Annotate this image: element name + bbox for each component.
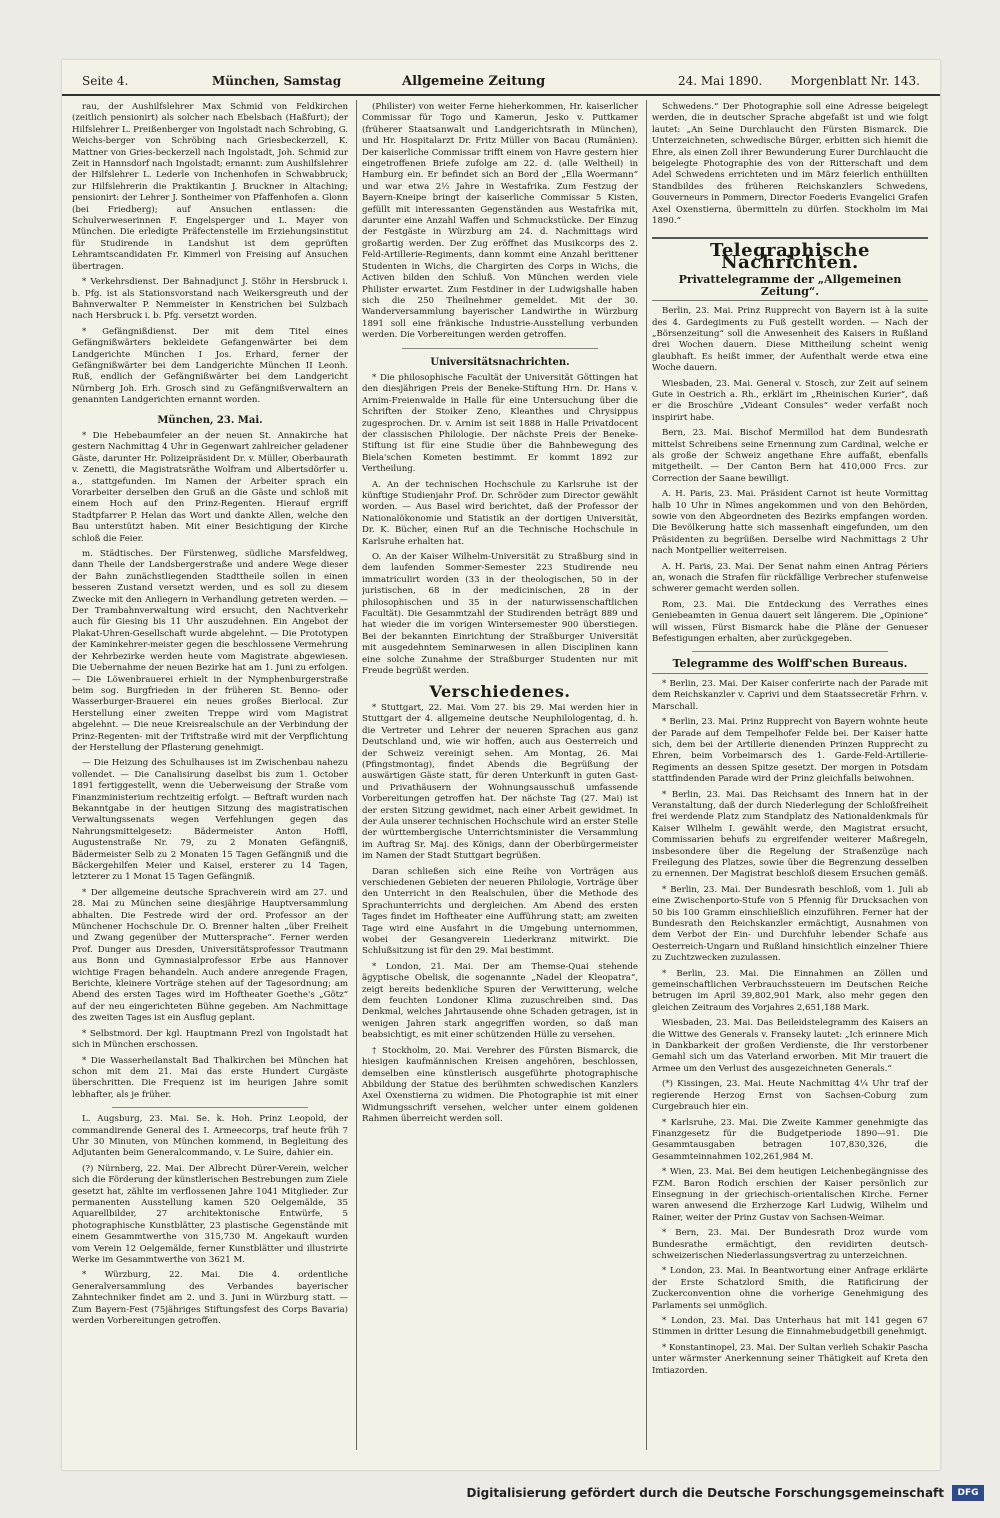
- article-paragraph: (*) Kissingen, 23. Mai. Heute Nachmittag 4¼ Uhr traf der regierende Herzog Ernst von Sachsen-Coburg zum Curgebrauch hier ein.: [652, 1079, 928, 1113]
- column-left: [72, 102, 348, 1450]
- dfg-logo: DFG: [952, 1485, 984, 1501]
- article-paragraph: Daran schließen sich eine Reihe von Vorträgen aus verschiedenen Gebieten der neueren Philologie, Vorträge über den Unterricht in den Realschulen, über die Methode des Sprachunterrichts und dergleichen. Am Abend des ersten Tages findet im Hoftheater eine Aufführung statt; am zweiten Tage wird eine Ausfahrt in die Umgebung unternommen, wobei der Gesangverein Liederkranz mitwirkt. Die Schlußsitzung ist für den 29. Mai bestimmt.: [362, 866, 638, 957]
- article-paragraph: m. Städtisches. Der Fürstenweg, südliche Marsfeldweg, dann Theile der Landsbergerstraße und andere Wege dieser der Bahn zunächstliegenden Stadttheile sollen in einen besseren Zustand versetzt werden, und es soll zu diesem Zwecke mit den Anliegern in Verhandlung getreten werden. — Der Trambahnverwaltung wird ersucht, den Nachtverkehr auch für Giesing bis 11 Uhr auszudehnen. Ein Angebot der Plakat-Uhren-Gesellschaft wurde abgelehnt. — Die Prototypen der Kaminkehrer-meister gegen die beschlossene Vermehrung der Kehrbezirke werden heute vom Magistrate abgewiesen. Die Uebernahme der neuen Bezirke hat am 1. Juni zu erfolgen. — Die Löwenbrauerei erhielt in der Nymphenburgerstraße beim sog. Burgfrieden in der früheren St. Benno- oder Wasserburger-Brauerei ein neues großes Bierlocal. Zur Herstellung einer zweiten Treppe wird vom Magistrat abgelehnt. — Die neue Kreisrealschule an der Verbindung der Prinz-Regenten- mit der Triftstraße wird mit der Verpflichtung der Herstellung der Pflasterung genehmigt.: [72, 549, 348, 753]
- article-paragraph: * London, 23. Mai. In Beantwortung einer Anfrage erklärte der Erste Schatzlord Smith, die Ratificirung der Zuckerconvention ohne die vorherige Genehmigung des Parlaments sei unmöglich.: [652, 1266, 928, 1311]
- article-paragraph: * London, 21. Mai. Der am Themse-Quai stehende ägyptische Obelisk, die sogenannte „Nadel der Kleopatra“, zeigt bereits bedenkliche Spuren der Verwitterung, welche dem feuchten Londoner Klima zuzuschreiben sind. Das Denkmal, welches Jahrtausende ohne Schaden getragen, ist in wenigen Jahren stark angegriffen worden, so daß man beabsichtigt, es mit einer schützenden Hülle zu versehen.: [362, 961, 638, 1041]
- article-paragraph: * Bern, 23. Mai. Der Bundesrath Droz wurde vom Bundesrathe ermächtigt, den revidirten deutsch-schweizerischen Niederlassungsvertrag zu unterzeichnen.: [652, 1228, 928, 1261]
- article-paragraph: (?) Nürnberg, 22. Mai. Der Albrecht Dürer-Verein, welcher sich die Förderung der künstlerischen Bestrebungen zum Ziele gesetzt hat, zählte im verflossenen Jahre 1041 Mitglieder. Zur permanenten Ausstellung kamen 520 Oelgemälde, 35 Aquarellbilder, 27 architektonische Entwürfe, 5 photographische Kunstblätter, 23 plastische Gegenstände mit einem Gesammtwerthe von 315,730 M. Angekauft wurden vom Verein 12 Oelgemälde, ferner Kunstblätter und illustrirte Werke im Gesammtwerthe von 3621 M.: [72, 1163, 348, 1265]
- article-paragraph: * Berlin, 23. Mai. Der Bundesrath beschloß, vom 1. Juli ab eine Zwischenporto-Stufe von 5 Pfennig für Drucksachen von 50 bis 100 Gramm einschließlich einzuführen. Ferner hat der Bundesrath den Reichskanzler ermächtigt, Ausnahmen von dem Verbot der Ein- und Durchfuhr lebender Schafe aus Oesterreich-Ungarn und Rußland hinsichtlich einzelner Thiere zu Zuchtzwecken zuzulassen.: [652, 884, 928, 964]
- section-heading: München, 23. Mai.: [157, 414, 263, 426]
- article-paragraph: Wiesbaden, 23. Mai. Das Beileidstelegramm des Kaisers an die Wittwe des Generals v. Franseky lautet: „Ich erinnere Mich in Dankbarkeit der großen Verdienste, die Ihr verstorbener Gemahl sich um das Vaterland erworben. Mit Mir trauert die Armee um den Verlust des ausgezeichneten Generals.“: [652, 1018, 928, 1074]
- article-paragraph: O. An der Kaiser Wilhelm-Universität zu Straßburg sind in dem laufenden Sommer-Semester 223 Studirende neu immatriculirt worden (33 in der theologischen, 50 in der juristischen, 68 in der medicinischen, 28 in der philosophischen und 35 in der naturwissenschaftlichen Facultät). Die Gesammtzahl der Studirenden beträgt 889 und hat wieder die im vorigen Wintersemester 900 überstiegen. Bei der bekannten Einrichtung der Straßburger Universität mit ausgedehntem Seminarwesen in allen Disciplinen kann eine solche Zunahme der Straßburger Studenten nur mit Freude begrüßt werden.: [362, 552, 638, 677]
- article-paragraph: * Wien, 23. Mai. Bei dem heutigen Leichenbegängnisse des FZM. Baron Rodich erschien der Kaiser persönlich zur Einsegnung in der griechisch-orientalischen Kirche. Ferner waren anwesend die Erzherzoge Karl Ludwig, Wilhelm und Rainer, weiter der Prinz Gustav von Sachsen-Weimar.: [652, 1167, 928, 1223]
- section-heading: Universitätsnachrichten.: [430, 356, 570, 368]
- page-number: Seite 4.: [82, 74, 129, 88]
- article-paragraph: A. H. Paris, 23. Mai. Der Senat nahm einen Antrag Périers an, wonach die Strafen für rückfällige Verbrecher stufenweise schwerer gemacht werden sollen.: [652, 561, 928, 595]
- section-heading: Telegraphische Nachrichten.: [652, 237, 928, 268]
- article-paragraph: * Der allgemeine deutsche Sprachverein wird am 27. und 28. Mai zu München seine diesjährige Hauptversammlung abhalten. Die Festrede wird der ord. Professor an der Münchener Hochschule Dr. O. Brenner halten „über Freiheit und Zwang gegenüber der Muttersprache“. Ferner werden Prof. Dunger aus Dresden, Universitätsprofessor Trautmann aus Bonn und Gymnasialprofessor Erbe aus Hannover wichtige Fragen behandeln. Auch andere anregende Fragen, Berichte, kleinere Vorträge stehen auf der Tagesordnung; am Abend des ersten Tages wird im Hoftheater Goethe's „Götz“ auf der neu eingerichteten Bühne gegeben. Am Nachmittage des zweiten Tages ist ein Ausflug geplant.: [72, 887, 348, 1024]
- article-paragraph: A. H. Paris, 23. Mai. Präsident Carnot ist heute Vormittag halb 10 Uhr in Nîmes angekommen und von den Behörden, sowie von den Abgeordneten des Bezirks empfangen worden. Die Bevölkerung hatte sich massenhaft eingefunden, um den Präsidenten zu begrüßen. Derselbe wird Nachmittags 2 Uhr nach Montpellier weiterreisen.: [652, 489, 928, 557]
- subsection-heading: Privattelegramme der „Allgemeinen Zeitung“.: [652, 274, 928, 301]
- digitization-footer: [0, 1482, 1000, 1506]
- article-paragraph: rau, der Aushilfslehrer Max Schmid von Feldkirchen (zeitlich pensionirt) als solcher nach Ebelsbach (Haßfurt); der Hilfslehrer L. Preißenberger von Ingolstadt nach Schrobing, G. Weichs-berger von Schröbing nach Griesbeckerzell, K. Mattner von Gries-beckerzell nach Ingolstadt, Joh. Schmid zur Zeit in Hannsdorf nach Ingolstadt; ernannt: zum Aushilfslehrer der Hilfslehrer L. Lederle von Inchenhofen in Schwabbruck; zur Hilfslehrerin die Praktikantin J. Bruckner in Altaching; pensionirt: der Lehrer J. Sontheimer von Pfaffenhofen a. Glonn (bei Friedberg); auf Ansuchen entlassen: die Schulverweserinnen F. Engelsperger und L. Mayer von München. Die erledigte Präfectenstelle im Erziehungsinstitut für Studirende in Landshut ist dem geprüften Lehramtscandidaten Fr. Kimmerl von Freising auf Ansuchen übertragen.: [72, 102, 348, 272]
- edition-number: Morgenblatt Nr. 143.: [790, 74, 920, 88]
- article-paragraph: * Würzburg, 22. Mai. Die 4. ordentliche Generalversammlung des Verbandes bayerischer Zahntechniker findet am 2. und 3. Juni in Würzburg statt. — Zum Bayern-Fest (75jähriges Stiftungsfest des Corps Bavaria) werden Vorbereitungen getroffen.: [72, 1270, 348, 1327]
- newspaper-page: [62, 60, 940, 1470]
- article-paragraph: L. Augsburg, 23. Mai. Se. k. Hoh. Prinz Leopold, der commandirende General des I. Armeecorps, traf heute früh 7 Uhr 30 Minuten, von München kommend, in Begleitung des Adjutanten beim Generalcommando, v. Le Suire, dahier ein.: [72, 1114, 348, 1159]
- article-paragraph: * Die Wasserheilanstalt Bad Thalkirchen bei München hat schon mit dem 21. Mai das erste Hundert Curgäste überschritten. Die Frequenz ist im heurigen Jahre somit lebhafter, als je früher.: [72, 1055, 348, 1100]
- funding-credit: Digitalisierung gefördert durch die Deutsche Forschungsgemeinschaft: [466, 1486, 944, 1500]
- divider: [112, 1107, 308, 1108]
- column-middle: [362, 102, 638, 1450]
- divider: [692, 651, 888, 652]
- article-paragraph: * Berlin, 23. Mai. Der Kaiser conferirte nach der Parade mit dem Reichskanzler v. Caprivi und dem Staatssecretär Frhrn. v. Marschall.: [652, 678, 928, 712]
- article-paragraph: * Verkehrsdienst. Der Bahnadjunct J. Stöhr in Hersbruck i. b. Pfg. ist als Stationsvorstand nach Weikersgreuth und der Bahnverwalter P. Nemmeister in Kenstrichen bei Sulzbach nach Hersbruck i. b. Pfg. versetzt worden.: [72, 277, 348, 322]
- article-paragraph: Schwedens.“ Der Photographie soll eine Adresse beigelegt werden, die in deutscher Sprache abgefaßt ist und wie folgt lautet: „An Seine Durchlaucht den Fürsten Bismarck. Die Unterzeichneten, schwedische Bürger, erbitten sich hiemit die Ehre, als einen Zoll ihrer Bewunderung Eurer Durchlaucht die beigelegte Photographie des von der Ritterschaft und dem Adel Schwedens errichteten und im März feierlich enthüllten Standbildes des früheren Reichskanzlers Schwedens, Gouverneurs in Pommern, Director Foederis Evangelici Grafen Axel Oxenstierna, übermitteln zu dürfen. Stockholm im Mai 1890.“: [652, 102, 928, 227]
- article-paragraph: — Die Heizung des Schulhauses ist im Zwischenbau nahezu vollendet. — Die Canalisirung daselbst bis zum 1. October 1891 fertiggestellt, wenn die Ueberweisung der Straße vom Finanzministerium rechtzeitig erfolgt. — Beftraft wurden nach Bekanntgabe in der heutigen Sitzung des magistratischen Verwaltungssenats wegen Verfehlungen gegen das Nahrungsmittelgesetz: Bädermeister Anton Hoffl, Augustenstraße Nr. 79, zu 2 Monaten Gefängniß, Bädermeister Selb zu 2 Monaten 15 Tagen Gefängniß und die Bäckergehilfen Meier und Kaisel, ersterer zu 14 Tagen, letzterer zu 1 Monat 15 Tagen Gefängniß.: [72, 758, 348, 883]
- article-paragraph: * London, 23. Mai. Das Unterhaus hat mit 141 gegen 67 Stimmen in dritter Lesung die Einnahmebudgetbill genehmigt.: [652, 1316, 928, 1338]
- article-paragraph: Rom, 23. Mai. Die Entdeckung des Verrathes eines Geniebeamten in Genua dauert seit längerem. Die „Opinione“ will wissen, Fürst Bismarck habe die Pläne der Genueser Befestigungen erhalten, aber zurückgegeben.: [652, 599, 928, 645]
- article-paragraph: (Philister) von weiter Ferne hieherkommen, Hr. kaiserlicher Commissar für Togo und Kamerun, Jesko v. Puttkamer (früherer Staatsanwalt und Landgerichtsrath in München), und Hr. Hospitalarzt Dr. Fritz Müller von Bacau (Rumänien). Der kaiserliche Commissar trifft einem von Havre gestern hier eingetroffenen Briefe zufolge am 22. d. (alle Weltheil) in Hamburg ein. Er befindet sich an Bord der „Ella Woermann“ und war etwa 2½ Jahre in Westafrika. Zum Festzug der Bayern-Kneipe bringt der kaiserliche Commissar 5 Kisten, gefüllt mit interessanten Gegenständen aus Westafrika mit, darunter eine Anzahl Waffen und Schmuckstücke. Der Einzug der Festgäste in Würzburg am 24. d. Nachmittags wird großartig werden. Der Zug eröffnet das Musikcorps des 2. Feld-Artillerie-Regiments, dann kommt eine Anzahl berittener Studenten in Wichs, die Chargirten des Corps in Wichs, die Activen bilden den Schluß. Von München werden viele Philister erwartet. Zum Festdiner in der Ludwigshalle haben sich die 250 Theilnehmer gemeldet. Mit der 30. Wanderversammlung bayerischer Landwirthe in Würzburg 1891 soll eine fränkische Industrie-Ausstellung verbunden werden. Die Vorbereitungen werden getroffen.: [362, 102, 638, 341]
- article-paragraph: Bern, 23. Mai. Bischof Mermillod hat dem Bundesrath mittelst Schreibens seine Ernennung zum Cardinal, welche er als große der Schweiz angethane Ehre auffaßt, ebenfalls mitgetheilt. — Der Canton Bern hat 410,000 Frcs. zur Correction der Saane bewilligt.: [652, 428, 928, 484]
- divider: [402, 348, 598, 349]
- article-paragraph: * Berlin, 23. Mai. Prinz Rupprecht von Bayern wohnte heute der Parade auf dem Tempelhofer Felde bei. Der Kaiser hatte sich, dem bei der Artillerie dienenden Prinzen Rupprecht zu Ehren, beim Vorbeimarsch des 1. Garde-Feld-Artillerie-Regiments an dessen Spitze gesetzt. Der morgen in Potsdam stattfindenden Parade wird der Prinz gleichfalls beiwohnen.: [652, 717, 928, 785]
- page-header: [62, 72, 940, 96]
- article-paragraph: A. An der technischen Hochschule zu Karlsruhe ist der künftige Studienjahr Prof. Dr. Schröder zum Director gewählt worden. — Aus Basel wird berichtet, daß der Professor der Nationalökonomie und Statistik an der dortigen Universität, Dr. K. Bücher, einen Ruf an die Technische Hochschule in Karlsruhe erhalten hat.: [362, 479, 638, 547]
- article-paragraph: † Stockholm, 20. Mai. Verehrer des Fürsten Bismarck, die hiesigen kaufmännischen Kreisen angehören, beschlossen, demselben eine künstlerisch ausgeführte photographische Abbildung der Statue des berühmten schwedischen Kanzlers Axel Oxenstierna zu widmen. Die Photographie ist mit einer Widmungsschrift versehen, welcher unter einem goldenen Rahmen überreicht werden soll.: [362, 1045, 638, 1125]
- article-paragraph: * Berlin, 23. Mai. Das Reichsamt des Innern hat in der Veranstaltung, daß der durch Niederlegung der Schloßfreiheit frei werdende Platz zum Standplatz des Nationaldenkmals für Kaiser Wilhelm I. gewählt werde, den Magistrat ersucht, Commissarien behufs zu ergreifender weiterer Maßregeln, insbesondere über die Regelung der Straßenzüge nach Freilegung des Platzes, sowie über die Begrenzung desselben zu ernennen. Der Magistrat beschloß diesem Ersuchen gemäß.: [652, 789, 928, 880]
- column-right: [652, 102, 928, 1450]
- article-paragraph: * Karlsruhe, 23. Mai. Die Zweite Kammer genehmigte das Finanzgesetz für die Budgetperiode 1890—91. Die Gesammtausgaben betragen 107,830,326, die Gesammteinnahmen 102,261,984 M.: [652, 1117, 928, 1162]
- city-day: München, Samstag: [212, 74, 342, 88]
- column-rule: [356, 100, 357, 1450]
- article-paragraph: * Die Hebebaumfeier an der neuen St. Annakirche hat gestern Nachmittag 4 Uhr in Gegenwart zahlreicher geladener Gäste, darunter Hr. Polizeipräsident Dr. v. Müller, Oberbaurath v. Zenetti, die Magistratsräthe Wolfram und Albertsdörfer u. a., stattgefunden. Im Namen der Arbeiter sprach ein Vorarbeiter derselben den Gruß an die Gäste und schloß mit einem Hoch auf den Prinz-Regenten. Hierauf ergriff Stadtpfarrer P. Helan das Wort und dankte Allen, welche den Bau unterstützt haben. Mit einer Besichtigung der Kirche schloß die Feier.: [72, 430, 348, 544]
- issue-date: 24. Mai 1890.: [678, 74, 763, 88]
- article-paragraph: * Konstantinopel, 23. Mai. Der Sultan verlieh Schakir Pascha unter wärmster Anerkennung seiner Thätigkeit auf Kreta den Imtiazorden.: [652, 1342, 928, 1376]
- newspaper-title: Allgemeine Zeitung: [402, 74, 546, 89]
- subsection-heading: Telegramme des Wolff'schen Bureaus.: [652, 658, 928, 673]
- section-heading: Verschiedenes.: [429, 681, 571, 701]
- column-rule: [646, 100, 647, 1450]
- article-paragraph: * Gefängnißdienst. Der mit dem Titel eines Gefängnißwärters bekleidete Gefangenwärter bei dem Landgerichte München I Jos. Erhard, ferner der Gefängnißwärter bei dem Landgerichte München II Leonh. Ruß, endlich der Gefängnißwärter bei dem Landgericht Nürnberg Joh. Erh. Grosch sind zu Gefängnißverwaltern an genannten Landgerichten ernannt worden.: [72, 326, 348, 406]
- article-paragraph: * Selbstmord. Der kgl. Hauptmann Prezl von Ingolstadt hat sich in München erschossen.: [72, 1028, 348, 1051]
- article-paragraph: * Berlin, 23. Mai. Die Einnahmen an Zöllen und gemeinschaftlichen Verbrauchssteuern im Deutschen Reiche betrugen im April 39,802,901 Mark, also mehr gegen den gleichen Zeitraum des Vorjahres 2,651,188 Mark.: [652, 968, 928, 1013]
- article-paragraph: * Stuttgart, 22. Mai. Vom 27. bis 29. Mai werden hier in Stuttgart der 4. allgemeine deutsche Neuphilologentag, d. h. die Vertreter und Lehrer der neueren Sprachen aus ganz Deutschland und, wie wir hoffen, auch aus Oesterreich und der Schweiz vereinigt sehen. Am Montag, 26. Mai (Pfingstmontag), findet Abends die Begrüßung der auswärtigen Gäste statt, für deren Unterkunft in guten Gast- und Privathäusern der Wohnungsausschuß umfassende Vorbereitungen getroffen hat. Der nächste Tag (27. Mai) ist der ersten Sitzung gewidmet, nach einer Arbeit gewidmet. In der Aula unserer technischen Hochschule wird an erster Stelle der württembergische Unterrichtsminister die Versammlung im Auftrag Sr. Maj. des Königs, dann der Oberbürgermeister im Namen der Stadt Stuttgart begrüßen.: [362, 702, 638, 862]
- article-paragraph: * Die philosophische Facultät der Universität Göttingen hat den diesjährigen Preis der Beneke-Stiftung Hrn. Dr. Hans v. Arnim-Freienwalde in Halle für eine Untersuchung über die Schriften der Stoiker Zeno, Kleanthes und Chrysippus zugesprochen. Dr. v. Arnim ist seit 1888 in Halle Privatdocent der classischen Philologie. Der nächste Preis der Beneke-Stiftung ist für eine Studie über die Bahnbewegung des Biela'schen Kometen bestimmt. Er kommt 1892 zur Vertheilung.: [362, 372, 638, 475]
- article-paragraph: Wiesbaden, 23. Mai. General v. Stosch, zur Zeit auf seinem Gute in Oestrich a. Rh., erklärt im „Rheinischen Kurier“, daß er die Broschüre „Videant Consules“ weder verfaßt noch inspirirt habe.: [652, 378, 928, 423]
- article-paragraph: Berlin, 23. Mai. Prinz Rupprecht von Bayern ist à la suite des 4. Gardegiments zu Fuß gestellt worden. — Nach der „Börsenzeitung“ soll die Anwesenheit des Kaisers in Rußland drei Wochen dauern. Diese Mittheilung scheint wenig glaubhaft. Es heißt immer, der Aufenthalt werde etwa eine Woche dauern.: [652, 306, 928, 374]
